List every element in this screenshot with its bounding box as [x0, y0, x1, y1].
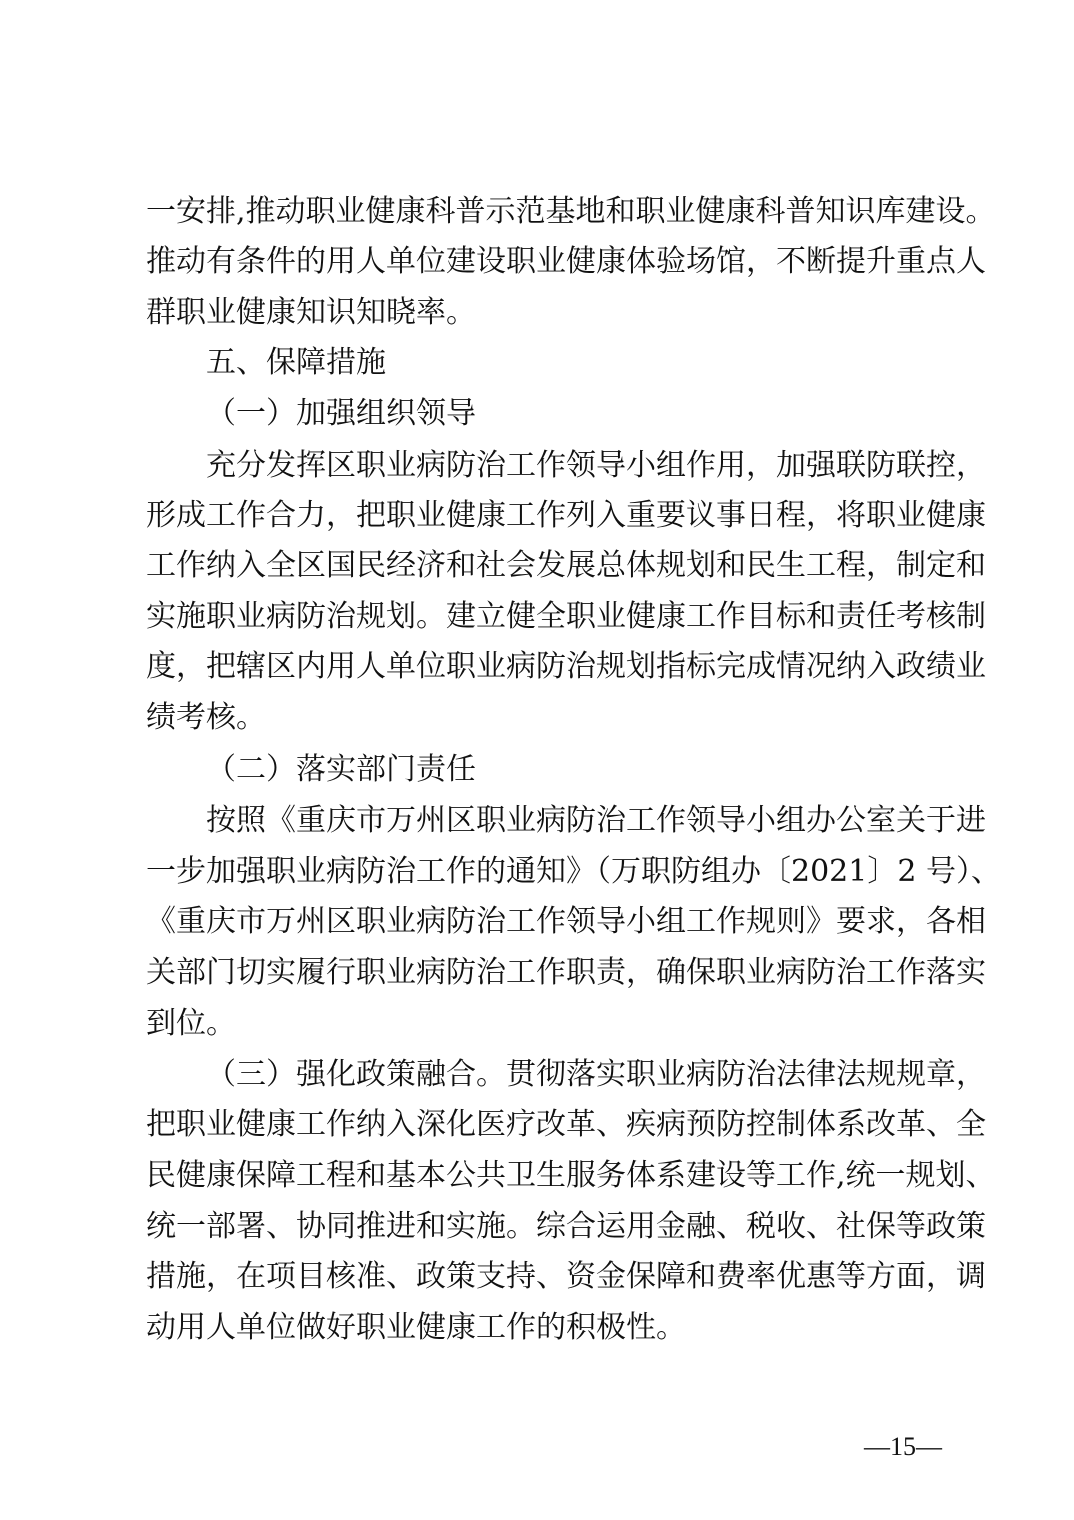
text-line: 绩考核。: [146, 700, 266, 735]
text-line: 一步加强职业病防治工作的通知》（万职防组办〔2021〕2 号）、: [146, 854, 1001, 889]
subsection-heading: （二）落实部门责任: [206, 752, 476, 787]
text-line: 形成工作合力，把职业健康工作列入重要议事日程，将职业健康: [146, 498, 986, 533]
text-line: 到位。: [146, 1006, 236, 1041]
section-heading: 五、保障措施: [206, 345, 386, 380]
text-line: 措施，在项目核准、政策支持、资金保障和费率优惠等方面，调: [146, 1259, 986, 1294]
text-line: 《重庆市万州区职业病防治工作领导小组工作规则》要求，各相: [146, 904, 986, 939]
text-line: 统一部署、协同推进和实施。综合运用金融、税收、社保等政策: [146, 1209, 986, 1244]
subsection-heading: （一）加强组织领导: [206, 396, 476, 431]
text-line: （三）强化政策融合。贯彻落实职业病防治法律法规规章，: [206, 1057, 986, 1092]
text-line: 充分发挥区职业病防治工作领导小组作用，加强联防联控，: [206, 448, 986, 483]
text-line: 关部门切实履行职业病防治工作职责，确保职业病防治工作落实: [146, 955, 986, 990]
text-line: 把职业健康工作纳入深化医疗改革、疾病预防控制体系改革、全: [146, 1107, 986, 1142]
text-line: 按照《重庆市万州区职业病防治工作领导小组办公室关于进: [206, 803, 986, 838]
page-number: —15—: [864, 1432, 942, 1461]
text-line: 动用人单位做好职业健康工作的积极性。: [146, 1310, 686, 1345]
text-line: 实施职业病防治规划。建立健全职业健康工作目标和责任考核制: [146, 599, 986, 634]
text-line: 工作纳入全区国民经济和社会发展总体规划和民生工程，制定和: [146, 548, 986, 583]
text-line: 一安排,推动职业健康科普示范基地和职业健康科普知识库建设。: [146, 194, 996, 229]
text-line: 群职业健康知识知晓率。: [146, 295, 476, 330]
text-line: 度，把辖区内用人单位职业病防治规划指标完成情况纳入政绩业: [146, 649, 986, 684]
text-line: 民健康保障工程和基本公共卫生服务体系建设等工作,统一规划、: [146, 1158, 996, 1193]
text-line: 推动有条件的用人单位建设职业健康体验场馆，不断提升重点人: [146, 244, 986, 279]
